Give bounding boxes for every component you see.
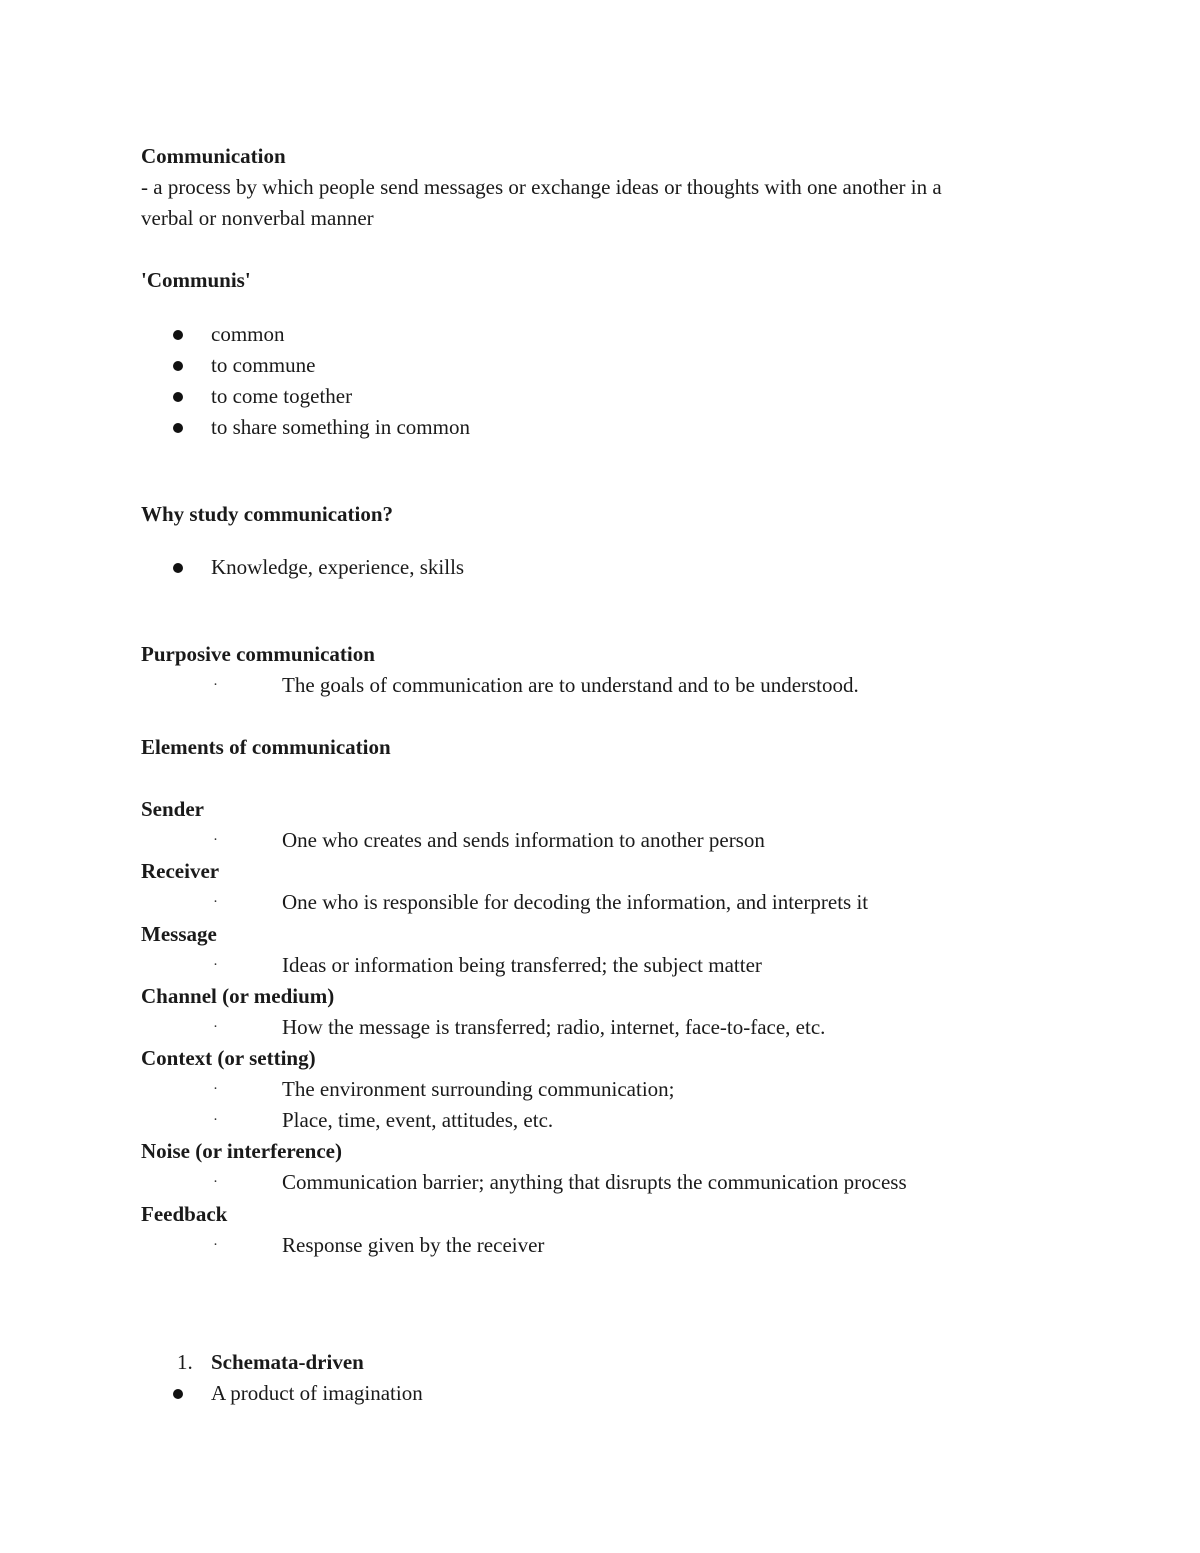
list-item-text: to come together [211,384,353,408]
sub-item [141,1167,1041,1198]
sub-item-text: Ideas or information being transferred; the subject matter [282,953,762,977]
element-term-noise: Noise (or interference) [141,1139,342,1163]
list-item [177,1378,777,1409]
list-item [177,381,777,412]
heading-purposive: Purposive communication [141,642,375,666]
sub-item [141,825,1041,856]
sub-bullet-icon: · [213,1112,218,1128]
sub-item [141,1105,1041,1136]
list-item-text: to share something in common [211,415,470,439]
sub-item-text: How the message is transferred; radio, internet, face-to-face, etc. [282,1015,826,1039]
bullet-icon [173,1389,183,1399]
list-item [177,350,777,381]
list-item-text: A product of imagination [211,1381,423,1405]
sub-item-text: Response given by the receiver [282,1233,545,1257]
element-term-message: Message [141,922,217,946]
list-item [177,319,777,350]
sub-bullet-icon: · [213,894,218,910]
sub-item [141,670,1041,701]
list-item-text: common [211,322,285,346]
element-term-sender: Sender [141,797,204,821]
sub-item [141,950,1041,981]
sub-item-text: Place, time, event, attitudes, etc. [282,1108,554,1132]
sub-bullet-icon: · [213,1237,218,1253]
heading-communis: 'Communis' [141,268,251,292]
sub-item [141,887,1041,918]
bullet-icon [173,563,183,573]
element-term-context: Context (or setting) [141,1046,316,1070]
sub-item-text: Communication barrier; anything that disrupts the communication process [282,1170,907,1194]
heading-communication: Communication [141,144,286,168]
numbered-item-number: 1. [177,1350,193,1374]
sub-item [141,1074,1041,1105]
element-term-receiver: Receiver [141,859,220,883]
heading-why-study: Why study communication? [141,502,394,526]
bullet-icon [173,330,183,340]
sub-bullet-icon: · [213,677,218,693]
sub-item [141,1012,1041,1043]
sub-item-text: One who creates and sends information to another person [282,828,765,852]
list-item-text: to commune [211,353,316,377]
bullet-icon [173,361,183,371]
sub-bullet-icon: · [213,832,218,848]
list-item-text: Knowledge, experience, skills [211,555,465,579]
sub-bullet-icon: · [213,1081,218,1097]
definition-line-2: verbal or nonverbal manner [141,206,374,230]
definition-line-1: - a process by which people send messages or exchange ideas or thoughts with one another in a [141,175,942,199]
sub-bullet-icon: · [213,957,218,973]
numbered-item-label: Schemata-driven [211,1350,364,1374]
element-term-channel: Channel (or medium) [141,984,335,1008]
list-item [177,552,777,583]
sub-item-text: The environment surrounding communication; [282,1077,675,1101]
numbered-item [141,1347,741,1378]
sub-item-text: One who is responsible for decoding the information, and interprets it [282,890,869,914]
sub-bullet-icon: · [213,1019,218,1035]
heading-elements: Elements of communication [141,735,391,759]
bullet-icon [173,423,183,433]
sub-item-text: The goals of communication are to understand and to be understood. [282,673,859,697]
element-term-feedback: Feedback [141,1202,228,1226]
list-item [177,412,777,443]
sub-bullet-icon: · [213,1174,218,1190]
bullet-icon [173,392,183,402]
sub-item [141,1230,1041,1261]
